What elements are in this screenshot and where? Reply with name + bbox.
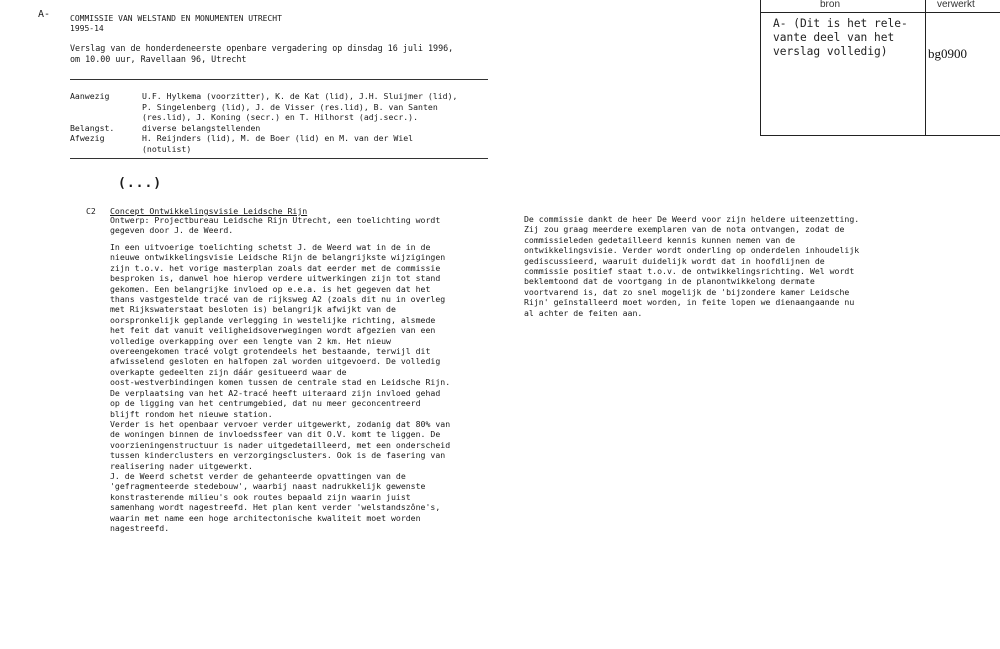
body-right-line: commissieleden gedetailleerd kennis kunnen nemen van de: [524, 234, 796, 245]
body-left-line: thans vastgestelde tracé van de rijksweg A2 (zoals dit nu in overleg: [110, 294, 446, 305]
body-left-line: waarin met name een hoge architectonische kwaliteit moet worden: [110, 512, 421, 523]
body-left-line: tussen kinderclusters en verzorgingsclusters. Ook is de fasering van: [110, 450, 446, 461]
organization-name: COMMISSIE VAN WELSTAND EN MONUMENTEN UTRECHT: [70, 14, 282, 23]
body-left-line: voorzieningenstructuur is nader uitgedetailleerd, met een onderscheid: [110, 439, 451, 450]
body-left-line: gekomen. Een belangrijke invloed op e.e.a. is het gegeven dat het: [110, 283, 431, 294]
archive-stamp: [760, 0, 1000, 136]
body-right-column: [524, 214, 859, 318]
body-left-line: nagestreefd.: [110, 522, 170, 533]
body-left-line: met Rijkswaterstaat besloten is) belangrijk afwijkt van de: [110, 304, 396, 315]
item-subtitle-line: gegeven door J. de Weerd.: [110, 225, 234, 236]
attendance-line: (notulist): [142, 143, 192, 154]
attendance-line: H. Reijnders (lid), M. de Boer (lid) en M. van der Wiel: [142, 133, 414, 144]
body-left-line: J. de Weerd schetst verder de gehanteerde opvattingen van de: [110, 470, 406, 481]
attendance-names: [142, 133, 413, 154]
attendance-label: Afwezig: [70, 133, 105, 144]
item-subtitle-line: Ontwerp: Projectbureau Leidsche Rijn Utrecht, een toelichting wordt: [110, 215, 441, 225]
meeting-line-2: om 10.00 uur, Ravellaan 96, Utrecht: [70, 54, 247, 64]
report-number: 1995-14: [70, 24, 104, 34]
attendance-names: [142, 91, 457, 123]
body-left-line: De verplaatsing van het A2-tracé heeft uiteraard zijn invloed gehad: [110, 387, 441, 398]
body-left-line: samenhang wordt nagestreefd. Het plan kent verder 'welstandszône's,: [110, 502, 441, 513]
meeting-line-1: Verslag van de honderdeneerste openbare vergadering op dinsdag 16 juli 1996,: [70, 43, 454, 53]
stamp-column-bron: bron: [820, 0, 841, 10]
body-left-line: Verder is het openbaar vervoer verder uitgewerkt, zodanig dat 80% van: [110, 418, 451, 429]
attendance-label: Belangst.: [70, 122, 115, 133]
body-left-line: overeengekomen tracé volgt grotendeels het bestaande, terwijl dit: [110, 346, 431, 357]
body-right-line: beklemtoond dat de voortgang in de planontwikkelong dermate: [524, 276, 815, 287]
attendance-line: (res.lid), J. Koning (secr.) en T. Hilhorst (adj.secr.).: [142, 112, 419, 123]
attendance-label: Aanwezig: [70, 91, 110, 101]
body-left-line: In een uitvoerige toelichting schetst J. de Weerd wat in de in de: [110, 242, 431, 252]
body-right-line: al achter de feiten aan.: [524, 307, 643, 318]
body-left-line: 'gefragmenteerde stedebouw', waarbij naast nadrukkelijk gewenste: [110, 481, 426, 492]
meeting-info: [70, 43, 453, 65]
body-left-line: besproken is, danwel hoe hierop verdere uitwerkingen zijn tot stand: [110, 273, 441, 284]
body-left-line: oost-westverbindingen komen tussen de centrale stad en Leidsche Rijn.: [110, 377, 451, 388]
body-left-column: [110, 242, 450, 533]
stamp-note-line: vante deel van het: [773, 31, 895, 44]
omission-marker: (...): [118, 176, 163, 191]
margin-mark: A-: [38, 9, 51, 20]
attendance-line: P. Singelenberg (lid), J. de Visser (res.lid), B. van Santen: [142, 101, 438, 112]
attendance-block: [70, 91, 500, 155]
attendance-row: [70, 133, 500, 154]
body-left-line: het feit dat vanuit veiligheidsoverwegingen wordt afgezien van een: [110, 325, 436, 336]
stamp-code: bg0900: [928, 46, 967, 61]
body-right-line: ontwikkelingsvisie. Verder wordt onderling op onderdelen inhoudelijk: [524, 245, 860, 256]
body-left-line: afwisselend gesloten en halfopen zal worden uitgevoerd. De volledig: [110, 356, 441, 367]
body-left-line: overkapte gedeelten zijn dáár gesitueerd waar de: [110, 366, 347, 377]
attendance-row: [70, 91, 500, 123]
stamp-header-line: [760, 12, 1000, 13]
body-right-line: commissie positief staat t.o.v. de ontwikkelingsrichting. Wel wordt: [524, 266, 855, 277]
bottom-divider: [70, 158, 488, 159]
body-right-line: voortvarend is, dat zo snel mogelijk de 'bijzondere kamer Leidsche: [524, 286, 850, 297]
top-divider: [70, 79, 488, 80]
attendance-line: U.F. Hylkema (voorzitter), K. de Kat (lid), J.H. Sluijmer (lid),: [142, 91, 458, 101]
document-header: [70, 14, 282, 35]
item-code: C2: [86, 206, 96, 216]
body-right-line: Zij zou graag meerdere exemplaren van de nota ontvangen, zodat de: [524, 224, 845, 235]
stamp-note-line: verslag volledig): [773, 45, 888, 58]
body-right-line: gediscussieerd, waaruit duidelijk wordt dat in hoofdlijnen de: [524, 255, 825, 266]
attendance-row: [70, 123, 500, 134]
body-left-line: konstrasterende milieu's ook routes bepaald zijn waarin juist: [110, 491, 411, 502]
stamp-column-divider: [925, 0, 926, 135]
body-right-line: De commissie dankt de heer De Weerd voor zijn heldere uiteenzetting.: [524, 214, 860, 224]
body-left-line: oorspronkelijk geplande verlegging in westelijke richting, alsmede: [110, 314, 436, 325]
item-title: Concept Ontwikkelingsvisie Leidsche Rijn: [110, 206, 308, 216]
stamp-note-line: A- (Dit is het rele-: [773, 17, 908, 30]
attendance-line: diverse belangstellenden: [142, 122, 261, 133]
body-left-line: nieuwe ontwikkelingsvisie Leidsche Rijn de belangrijkste wijzigingen: [110, 252, 446, 263]
body-left-line: realisering nader uitgewerkt.: [110, 460, 253, 471]
body-left-line: op de ligging van het centrumgebied, dat nu meer geconcentreerd: [110, 398, 421, 409]
stamp-column-verwerkt: verwerkt: [937, 0, 975, 10]
body-left-line: volledige overkapping over een lengte van 2 km. Het nieuw: [110, 335, 391, 346]
item-subtitle: [110, 215, 440, 236]
body-right-line: Rijn' geïnstalleerd moet worden, in feite lopen we dienaangaande nu: [524, 297, 855, 308]
attendance-names: [142, 123, 260, 134]
body-left-line: zijn t.o.v. het vorige masterplan zoals dat eerder met de commissie: [110, 262, 441, 273]
stamp-note: [773, 17, 908, 59]
body-left-line: de woningen binnen de invloedssfeer van dit O.V. komt te liggen. De: [110, 429, 441, 440]
body-left-line: blijft rondom het nieuwe station.: [110, 408, 273, 419]
